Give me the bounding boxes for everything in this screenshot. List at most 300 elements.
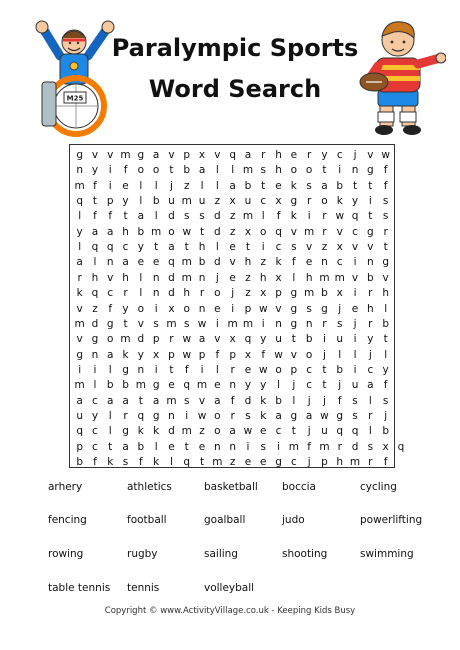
grid-letter: q (244, 333, 252, 346)
grid-letter: l (292, 394, 296, 407)
grid-letter: n (91, 348, 99, 361)
grid-letter: x (153, 348, 160, 361)
grid-letter: a (107, 348, 114, 361)
grid-letter: o (214, 287, 221, 300)
grid-letter: v (91, 149, 99, 161)
grid-letter: y (91, 409, 99, 422)
grid-letter: w (197, 317, 207, 330)
grid-letter: l (277, 379, 280, 392)
grid-letter: b (382, 317, 389, 330)
grid-letter: l (292, 271, 296, 284)
grid-letter: s (199, 210, 205, 223)
grid-letter: s (184, 394, 190, 407)
grid-letter: t (154, 241, 159, 254)
grid-letter: f (261, 348, 266, 361)
grid-letter: f (383, 179, 388, 192)
grid-letter: r (368, 317, 373, 330)
grid-letter: k (153, 425, 160, 438)
grid-letter: l (261, 210, 265, 223)
grid-letter: v (306, 241, 313, 254)
grid-letter: w (274, 348, 283, 361)
grid-letter: a (214, 394, 221, 407)
grid-letter: t (322, 164, 327, 177)
grid-letter: s (184, 317, 190, 330)
grid-letter: z (245, 287, 251, 300)
grid-letter: d (168, 271, 175, 284)
word-list-item: boccia (282, 481, 316, 493)
grid-letter: y (122, 195, 129, 208)
grid-letter: p (198, 348, 206, 361)
grid-letter: f (108, 302, 113, 315)
grid-letter: x (336, 241, 343, 254)
grid-letter: h (336, 456, 344, 468)
grid-letter: g (290, 317, 298, 330)
grid-letter: y (321, 149, 328, 161)
grid-letter: e (290, 149, 298, 161)
grid-letter: m (181, 271, 192, 284)
grid-letter: o (107, 333, 114, 346)
grid-letter: c (352, 225, 358, 238)
grid-letter: p (168, 348, 175, 361)
grid-letter: l (139, 287, 143, 300)
grid-letter: d (214, 210, 221, 223)
grid-letter: l (139, 195, 143, 208)
grid-letter: k (122, 348, 129, 361)
grid-letter: v (275, 302, 282, 315)
grid-letter: a (137, 210, 145, 223)
grid-letter: j (307, 456, 311, 468)
grid-letter: b (382, 425, 389, 438)
grid-letter: a (229, 425, 236, 438)
grid-letter: a (198, 164, 206, 177)
grid-letter: l (78, 210, 82, 223)
word-list-item: rowing (48, 548, 84, 560)
grid-letter: w (243, 425, 253, 438)
grid-letter: p (229, 348, 236, 361)
grid-letter: j (292, 379, 296, 392)
grid-letter: s (291, 241, 297, 254)
grid-letter: v (336, 225, 343, 238)
grid-letter: p (152, 333, 160, 346)
grid-letter: n (198, 271, 206, 284)
grid-letter: r (199, 287, 205, 300)
grid-letter: a (367, 379, 374, 392)
grid-letter: l (215, 179, 219, 192)
grid-letter: x (244, 348, 252, 361)
grid-letter: n (275, 317, 282, 330)
grid-letter: l (139, 179, 143, 192)
grid-letter: j (338, 302, 342, 315)
grid-letter: f (93, 210, 97, 223)
grid-letter: m (196, 379, 208, 392)
grid-letter: g (367, 164, 374, 177)
grid-letter: y (91, 164, 99, 177)
grid-letter: m (242, 317, 254, 330)
grid-letter: l (215, 363, 219, 376)
grid-letter: f (307, 440, 311, 453)
grid-letter: i (231, 302, 235, 315)
grid-letter: t (138, 394, 143, 407)
grid-letter: m (334, 271, 345, 284)
grid-letter: n (214, 440, 221, 453)
grid-letter: k (336, 195, 343, 208)
grid-letter: a (122, 256, 129, 269)
grid-letter: m (242, 210, 254, 223)
grid-letter: s (153, 317, 159, 330)
grid-letter: g (106, 317, 114, 330)
grid-letter: s (382, 394, 389, 407)
grid-letter: e (168, 440, 175, 453)
grid-letter: y (382, 363, 389, 376)
grid-letter: a (229, 179, 236, 192)
grid-letter: k (260, 409, 267, 422)
wheelchair-athlete-illustration (30, 16, 120, 140)
grid-letter: i (277, 440, 280, 453)
grid-letter: v (76, 302, 83, 315)
grid-letter: b (321, 287, 328, 300)
word-list-item: rugby (127, 548, 158, 560)
grid-letter: v (382, 271, 389, 284)
grid-letter: u (321, 425, 328, 438)
grid-letter: w (258, 363, 268, 376)
grid-letter: j (338, 379, 342, 392)
grid-letter: o (214, 409, 221, 422)
grid-letter: e (305, 256, 313, 269)
grid-letter: n (305, 317, 313, 330)
grid-letter: f (93, 179, 97, 192)
grid-letter: q (106, 241, 114, 254)
grid-letter: l (154, 179, 158, 192)
grid-letter: y (137, 241, 144, 254)
grid-letter: y (244, 379, 252, 392)
grid-letter: o (214, 425, 221, 438)
grid-letter: e (168, 379, 175, 392)
grid-letter: y (137, 348, 144, 361)
grid-letter: t (123, 210, 128, 223)
grid-letter: i (108, 179, 112, 192)
word-list-item: table tennis (48, 582, 111, 594)
grid-letter: z (260, 256, 266, 269)
grid-letter: r (306, 149, 312, 161)
grid-letter: o (290, 164, 298, 177)
grid-letter: a (76, 256, 83, 269)
grid-letter: l (231, 164, 235, 177)
grid-letter: q (91, 287, 99, 300)
grid-letter: n (198, 302, 206, 315)
grid-letter: d (214, 256, 221, 269)
grid-letter: z (92, 302, 98, 315)
grid-letter: l (108, 425, 112, 438)
grid-letter: e (244, 363, 252, 376)
grid-letter: d (168, 210, 175, 223)
grid-letter: e (244, 456, 252, 468)
grid-letter: p (321, 456, 328, 468)
grid-letter: r (77, 271, 82, 284)
grid-letter: b (336, 179, 344, 192)
grid-letter: f (230, 394, 235, 407)
grid-letter: v (229, 256, 236, 269)
grid-letter: m (288, 440, 299, 453)
grid-letter: v (351, 271, 359, 284)
grid-letter: t (368, 210, 373, 223)
grid-letter: b (137, 225, 145, 238)
grid-letter: z (214, 195, 221, 208)
grid-letter: i (307, 210, 311, 223)
grid-letter: l (154, 440, 158, 453)
grid-letter: a (305, 409, 313, 422)
grid-letter: v (137, 317, 144, 330)
grid-letter: l (200, 179, 204, 192)
grid-letter: a (275, 409, 282, 422)
grid-letter: x (244, 225, 252, 238)
grid-letter: s (184, 210, 190, 223)
grid-letter: a (91, 225, 99, 238)
grid-letter: j (384, 409, 388, 422)
grid-letter: t (108, 440, 113, 453)
grid-letter: r (123, 287, 128, 300)
grid-letter: c (336, 256, 343, 269)
grid-letter: y (351, 195, 359, 208)
grid-letter: f (123, 164, 128, 177)
grid-letter: i (261, 241, 265, 254)
grid-letter: q (229, 149, 236, 161)
grid-letter: g (76, 348, 83, 361)
grid-letter: e (351, 302, 359, 315)
grid-letter: b (367, 271, 374, 284)
grid-letter: q (275, 225, 282, 238)
grid-letter: u (244, 195, 252, 208)
word-list-item: athletics (127, 481, 172, 493)
grid-letter: m (74, 179, 85, 192)
grid-letter: q (183, 379, 191, 392)
word-list-item: volleyball (204, 582, 255, 594)
grid-letter: l (169, 456, 173, 468)
grid-letter: n (351, 164, 359, 177)
grid-letter: n (76, 164, 83, 177)
grid-letter: b (305, 333, 313, 346)
grid-letter: m (349, 456, 361, 468)
grid-letter: x (198, 149, 206, 161)
grid-letter: r (123, 409, 128, 422)
grid-letter: m (181, 425, 192, 438)
grid-letter: m (135, 379, 146, 392)
grid-letter: v (107, 149, 114, 161)
grid-letter: c (275, 241, 282, 254)
word-list-item: cycling (360, 481, 397, 493)
grid-letter: g (76, 149, 83, 161)
grid-letter: y (76, 225, 83, 238)
grid-letter: b (244, 179, 252, 192)
grid-letter: z (245, 271, 251, 284)
grid-letter: r (368, 409, 373, 422)
grid-letter: z (229, 456, 236, 468)
grid-letter: w (381, 149, 390, 161)
grid-letter: s (306, 179, 312, 192)
grid-letter: g (290, 409, 298, 422)
grid-letter: b (106, 379, 114, 392)
grid-letter: m (319, 440, 330, 453)
grid-letter: z (321, 241, 328, 254)
grid-letter: m (74, 317, 85, 330)
grid-letter: m (166, 317, 177, 330)
grid-letter: v (76, 333, 83, 346)
grid-letter: v (290, 225, 297, 238)
grid-letter: r (306, 195, 312, 208)
grid-letter: g (382, 256, 389, 269)
grid-letter: s (122, 456, 129, 468)
grid-letter: d (168, 425, 175, 438)
grid-letter: i (78, 363, 82, 376)
grid-letter: a (107, 394, 114, 407)
grid-letter: e (137, 256, 145, 269)
grid-letter: j (322, 348, 326, 361)
grid-letter: k (107, 456, 114, 468)
grid-letter: q (91, 241, 99, 254)
grid-letter: g (275, 456, 282, 468)
grid-letter: r (337, 440, 342, 453)
grid-letter: h (183, 287, 191, 300)
grid-letter: a (198, 333, 206, 346)
grid-letter: e (229, 241, 236, 254)
grid-letter: w (258, 302, 268, 315)
grid-letter: b (76, 456, 83, 468)
grid-letter: z (183, 179, 190, 192)
grid-letter: b (198, 256, 206, 269)
grid-letter: r (230, 409, 235, 422)
grid-letter: c (275, 425, 282, 438)
grid-letter: r (230, 363, 235, 376)
grid-letter: d (137, 333, 145, 346)
grid-letter: k (275, 256, 282, 269)
grid-letter: i (93, 363, 97, 376)
grid-letter: q (183, 456, 191, 468)
grid-letter: g (290, 287, 298, 300)
grid-letter: f (138, 456, 143, 468)
grid-letter: j (215, 271, 219, 284)
grid-letter: h (122, 271, 129, 284)
grid-letter: t (92, 195, 97, 208)
grid-letter: l (93, 256, 97, 269)
grid-letter: m (212, 456, 223, 468)
grid-letter: l (384, 302, 388, 315)
grid-letter: h (198, 241, 206, 254)
grid-letter: v (214, 333, 221, 346)
grid-letter: b (137, 440, 145, 453)
grid-letter: l (384, 348, 388, 361)
grid-letter: y (260, 333, 267, 346)
grid-letter: f (93, 456, 97, 468)
grid-letter: j (307, 425, 311, 438)
grid-letter: f (215, 348, 220, 361)
grid-letter: b (122, 379, 129, 392)
word-list-item: sailing (204, 548, 238, 560)
copyright-footer: Copyright © www.ActivityVillage.co.uk - Keeping Kids Busy (104, 606, 356, 616)
grid-letter: n (229, 440, 236, 453)
word-search-grid (69, 144, 405, 468)
grid-letter: w (320, 409, 329, 422)
grid-letter: v (367, 149, 374, 161)
grid-letter: n (152, 271, 160, 284)
grid-letter: o (168, 225, 175, 238)
grid-letter: a (152, 394, 160, 407)
grid-letter: r (322, 210, 327, 223)
grid-letter: q (351, 425, 359, 438)
grid-letter: u (76, 409, 83, 422)
grid-letter: n (137, 363, 145, 376)
grid-letter: k (290, 210, 297, 223)
grid-letter: t (352, 179, 358, 192)
grid-letter: m (242, 164, 254, 177)
grid-letter: e (260, 456, 267, 468)
grid-letter: r (368, 287, 373, 300)
grid-letter: f (291, 256, 296, 269)
grid-letter: l (139, 271, 143, 284)
grid-letter: v (168, 149, 175, 161)
grid-letter: s (352, 394, 358, 407)
word-list-item: tennis (127, 582, 160, 594)
grid-letter: l (93, 379, 97, 392)
grid-letter: f (337, 394, 342, 407)
grid-letter: r (261, 149, 266, 161)
grid-letter: i (215, 317, 219, 330)
grid-letter: l (368, 425, 372, 438)
grid-letter: s (367, 440, 374, 453)
grid-letter: i (368, 195, 372, 208)
grid-letter: e (122, 179, 129, 192)
grid-letter: i (353, 256, 357, 269)
grid-letter: x (275, 271, 282, 284)
grid-letter: c (290, 456, 297, 468)
grid-letter: g (122, 363, 129, 376)
word-list-item: goalball (204, 514, 246, 526)
grid-letter: t (199, 456, 205, 468)
grid-letter: m (304, 287, 315, 300)
grid-letter: s (337, 317, 343, 330)
grid-letter: p (183, 149, 191, 161)
grid-letter: t (261, 179, 266, 192)
grid-letter: q (351, 210, 359, 223)
grid-letter: e (214, 379, 221, 392)
grid-letter: a (107, 225, 114, 238)
grid-letter: l (338, 348, 342, 361)
grid-letter: i (353, 333, 357, 346)
page-title-line-1: Paralympic Sports (111, 34, 359, 62)
grid-letter: j (169, 179, 173, 192)
grid-letter: x (229, 195, 236, 208)
grid-letter: h (275, 164, 282, 177)
grid-letter: k (153, 456, 160, 468)
grid-letter: b (152, 195, 160, 208)
grid-letter: q (76, 425, 83, 438)
grid-letter: r (368, 456, 373, 468)
grid-letter: c (92, 394, 98, 407)
grid-letter: j (322, 394, 326, 407)
grid-letter: m (74, 379, 85, 392)
grid-letter: b (336, 363, 344, 376)
grid-letter: m (151, 225, 162, 238)
grid-letter: k (290, 179, 297, 192)
grid-letter: f (383, 456, 388, 468)
grid-letter: c (367, 363, 374, 376)
grid-letter: d (351, 440, 359, 453)
grid-letter: m (304, 225, 315, 238)
grid-letter: c (336, 149, 343, 161)
grid-letter: d (91, 317, 99, 330)
word-list-item: judo (282, 514, 305, 526)
grid-letter: i (108, 164, 112, 177)
grid-letter: p (275, 287, 282, 300)
grid-letter: d (244, 394, 252, 407)
